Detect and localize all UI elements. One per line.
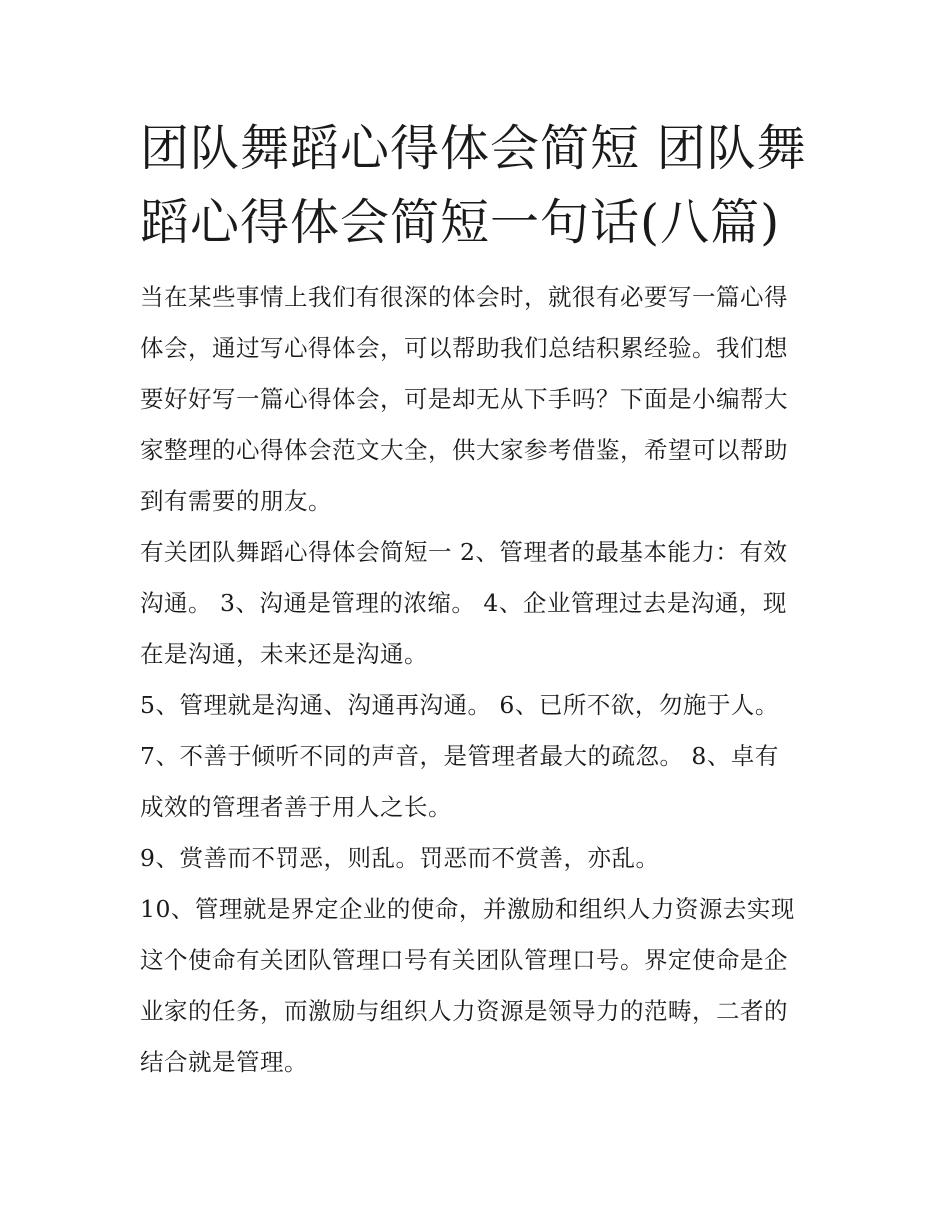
document-title: 团队舞蹈心得体会简短 团队舞 蹈心得体会简短一句话(八篇) <box>140 120 807 251</box>
document-page <box>140 112 815 1088</box>
paragraph-item-7-8: 7、不善于倾听不同的声音，是管理者最大的疏忽。 8、卓有 成效的管理者善于用人之长。 <box>140 742 779 821</box>
paragraph-item-5-6: 5、管理就是沟通、沟通再沟通。 6、已所不欲，勿施于人。 <box>140 691 779 719</box>
paragraph-item-10: 10、管理就是界定企业的使命，并激励和组织人力资源去实现 这个使命有关团队管理口号有关团队管理口号。界定使命是企 业家的任务，而激励与组织人力资源是领导力的范畴，二者的 结合就是管理。 <box>140 895 795 1076</box>
paragraph-item-9: 9、赏善而不罚恶，则乱。罚恶而不赏善，亦乱。 <box>140 844 660 872</box>
paragraph-communication: 有关团队舞蹈心得体会简短一 2、管理者的最基本能力：有效 沟通。 3、沟通是管理的浓缩。 4、企业管理过去是沟通，现 在是沟通，未来还是沟通。 <box>140 538 788 668</box>
paragraph-intro: 当在某些事情上我们有很深的体会时，就很有必要写一篇心得 体会，通过写心得体会，可以帮助我们总结积累经验。我们想 要好好写一篇心得体会，可是却无从下手吗？下面是小编帮大 家整理的心得体会范文大全，供大家参考借鉴，希望可以帮助 到有需要的朋友。 <box>140 283 788 515</box>
